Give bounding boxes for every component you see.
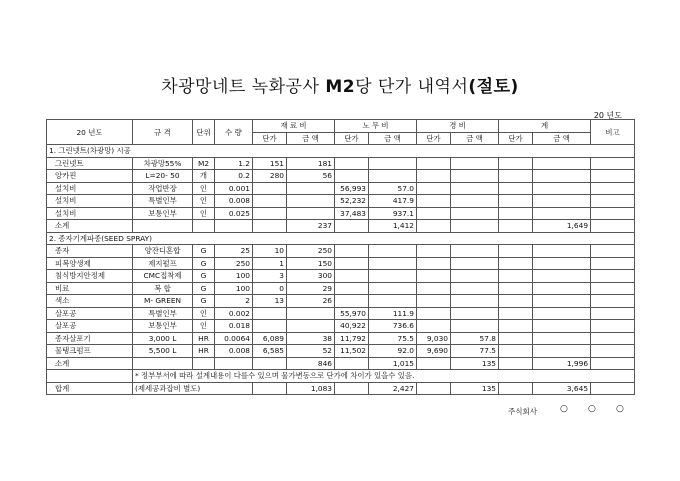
header-amount: 금 액 — [451, 132, 499, 145]
cell-l-amt — [369, 282, 417, 295]
cell-unit: 인 — [193, 307, 215, 320]
cell-l-price — [335, 357, 369, 370]
cell-l-price: 55,970 — [335, 307, 369, 320]
header-unit-price: 단가 — [253, 132, 287, 145]
cell-qty: 0.008 — [215, 195, 253, 208]
cell-name: 소계 — [47, 220, 133, 233]
cell-l-price — [335, 295, 369, 308]
cell-t-price — [499, 357, 533, 370]
cell-spec: 차광망55% — [133, 157, 193, 170]
cell-remark — [591, 282, 635, 295]
year-label: 20 년도 — [593, 111, 622, 120]
cell-l-amt: 417.9 — [369, 195, 417, 208]
header-unit: 단위 — [193, 120, 215, 145]
cell-l-price — [335, 170, 369, 183]
cell-m-price — [253, 357, 287, 370]
cell-name: 물탱크펌프 — [47, 345, 133, 358]
cell-remark — [591, 245, 635, 258]
cell-l-price: 37,483 — [335, 207, 369, 220]
total-spec: (제세공과잡비 별도) — [133, 382, 253, 395]
cell-m-price — [253, 307, 287, 320]
cell-e-price — [417, 220, 451, 233]
cell-e-amt: 57.8 — [451, 332, 499, 345]
cell-m-amt — [287, 320, 335, 333]
cell-t-price — [499, 157, 533, 170]
cell-unit — [193, 220, 215, 233]
cell-e-price — [417, 307, 451, 320]
table-body — [47, 145, 635, 395]
cell-t-price — [499, 270, 533, 283]
cell-e-price — [417, 207, 451, 220]
cell-spec: 복 합 — [133, 282, 193, 295]
cell-remark — [591, 320, 635, 333]
cell-qty: 0.025 — [215, 207, 253, 220]
cell-l-price — [335, 220, 369, 233]
cell-e-price — [417, 245, 451, 258]
cell-remark — [591, 157, 635, 170]
table-row — [47, 157, 635, 170]
cell-spec: L=20- 50 — [133, 170, 193, 183]
cell-unit: HR — [193, 332, 215, 345]
cell-e-amt — [451, 270, 499, 283]
cell-e-amt — [451, 295, 499, 308]
cell-m-amt: 29 — [287, 282, 335, 295]
total-blank — [253, 382, 287, 395]
total-m-amt: 1,083 — [287, 382, 335, 395]
cell-unit: 인 — [193, 320, 215, 333]
cell-e-price — [417, 195, 451, 208]
cell-name: 비료 — [47, 282, 133, 295]
cell-m-price: 0 — [253, 282, 287, 295]
cell-t-amt — [533, 307, 591, 320]
title-bold: M2 — [325, 77, 356, 97]
cell-spec: 3,000 L — [133, 332, 193, 345]
title-text-mid: 당 단가 내역서 — [355, 77, 469, 97]
table-row — [47, 282, 635, 295]
cell-t-price — [499, 282, 533, 295]
cell-qty: 250 — [215, 257, 253, 270]
total-blank — [591, 382, 635, 395]
cell-e-price — [417, 157, 451, 170]
header-row-1 — [47, 120, 635, 133]
cell-name: 살포공 — [47, 320, 133, 333]
cell-qty: 0.018 — [215, 320, 253, 333]
header-amount: 금 액 — [287, 132, 335, 145]
header-spec: 규 격 — [133, 120, 193, 145]
cell-t-price — [499, 295, 533, 308]
cell-l-price: 52,232 — [335, 195, 369, 208]
cell-e-amt — [451, 282, 499, 295]
cell-e-price — [417, 182, 451, 195]
cell-e-amt — [451, 320, 499, 333]
note-blank — [47, 370, 133, 383]
grand-total-row — [47, 382, 635, 395]
cell-e-amt — [451, 245, 499, 258]
total-e-amt: 135 — [451, 382, 499, 395]
cell-qty: 0.0064 — [215, 332, 253, 345]
cell-l-amt — [369, 245, 417, 258]
cell-remark — [591, 307, 635, 320]
cell-t-price — [499, 345, 533, 358]
table-row — [47, 307, 635, 320]
cell-e-amt — [451, 307, 499, 320]
cell-name: 소계 — [47, 357, 133, 370]
cell-qty: 0.008 — [215, 345, 253, 358]
unit-price-table — [46, 119, 635, 395]
cell-m-amt — [287, 182, 335, 195]
cell-l-amt: 92.0 — [369, 345, 417, 358]
section-title: 1. 그린넷트(차광망) 시공 — [47, 145, 635, 158]
table-row — [47, 245, 635, 258]
cell-remark — [591, 295, 635, 308]
cell-m-amt — [287, 307, 335, 320]
header-amount: 금 액 — [369, 132, 417, 145]
cell-t-price — [499, 245, 533, 258]
cell-e-price — [417, 295, 451, 308]
cell-unit: 인 — [193, 195, 215, 208]
table-row — [47, 345, 635, 358]
cell-e-price — [417, 257, 451, 270]
table-row — [47, 257, 635, 270]
cell-e-amt — [451, 257, 499, 270]
header-labor: 노 무 비 — [335, 120, 417, 133]
company-label: 주식회사 — [508, 407, 537, 416]
cell-unit: G — [193, 245, 215, 258]
cell-l-price — [335, 245, 369, 258]
cell-m-price: 6,089 — [253, 332, 287, 345]
cell-spec: 5,500 L — [133, 345, 193, 358]
cell-spec: 보통인부 — [133, 320, 193, 333]
total-blank — [335, 382, 369, 395]
cell-e-price — [417, 320, 451, 333]
cell-m-price: 1 — [253, 257, 287, 270]
cell-qty: 0.002 — [215, 307, 253, 320]
cell-t-price — [499, 207, 533, 220]
cell-remark — [591, 220, 635, 233]
cell-spec: 보통인부 — [133, 207, 193, 220]
cell-unit: M2 — [193, 157, 215, 170]
cell-qty: 100 — [215, 282, 253, 295]
cell-t-price — [499, 320, 533, 333]
section-row — [47, 145, 635, 158]
cell-name: 살포공 — [47, 307, 133, 320]
header-unit-price: 단가 — [499, 132, 533, 145]
cell-name: 설치비 — [47, 182, 133, 195]
cell-name: 종자살포기 — [47, 332, 133, 345]
title-text: 차광망네트 녹화공사 — [161, 77, 326, 97]
cell-t-amt — [533, 157, 591, 170]
cell-l-price: 11,792 — [335, 332, 369, 345]
cell-name: 설치비 — [47, 207, 133, 220]
cell-l-price — [335, 282, 369, 295]
cell-t-amt: 1,649 — [533, 220, 591, 233]
table-row — [47, 207, 635, 220]
section-title: 2. 종자기계파종(SEED SPRAY) — [47, 232, 635, 245]
cell-qty: 25 — [215, 245, 253, 258]
cell-spec: 특별인부 — [133, 307, 193, 320]
cell-qty: 1.2 — [215, 157, 253, 170]
cell-e-price — [417, 270, 451, 283]
cell-t-amt — [533, 320, 591, 333]
cell-m-price: 151 — [253, 157, 287, 170]
cell-m-price — [253, 207, 287, 220]
table-row — [47, 357, 635, 370]
cell-l-amt — [369, 295, 417, 308]
seal-circle: ○ — [616, 404, 624, 414]
cell-e-amt — [451, 170, 499, 183]
cell-l-amt — [369, 270, 417, 283]
cell-name: 그린넷트 — [47, 157, 133, 170]
cell-m-amt: 250 — [287, 245, 335, 258]
total-blank — [417, 382, 451, 395]
total-name: 합계 — [47, 382, 133, 395]
cell-m-amt: 181 — [287, 157, 335, 170]
cell-qty — [215, 220, 253, 233]
cell-e-price — [417, 357, 451, 370]
cell-qty: 0.001 — [215, 182, 253, 195]
cell-l-amt: 736.6 — [369, 320, 417, 333]
cell-m-amt: 846 — [287, 357, 335, 370]
cell-l-amt — [369, 170, 417, 183]
cell-t-price — [499, 195, 533, 208]
title-paren: (절토) — [468, 77, 519, 97]
cell-m-price: 6,585 — [253, 345, 287, 358]
table-row — [47, 220, 635, 233]
cell-l-amt — [369, 257, 417, 270]
cell-t-amt — [533, 182, 591, 195]
cell-spec: M- GREEN — [133, 295, 193, 308]
cell-e-amt — [451, 182, 499, 195]
cell-remark — [591, 182, 635, 195]
cell-t-price — [499, 307, 533, 320]
cell-t-amt — [533, 295, 591, 308]
cell-spec: 특별인부 — [133, 195, 193, 208]
seal-circle: ○ — [588, 404, 596, 414]
cell-m-amt: 38 — [287, 332, 335, 345]
cell-unit: HR — [193, 345, 215, 358]
cell-spec: 제지펄프 — [133, 257, 193, 270]
cell-t-amt — [533, 345, 591, 358]
cell-m-amt — [287, 195, 335, 208]
cell-name: 피복양생제 — [47, 257, 133, 270]
cell-name: 앙카핀 — [47, 170, 133, 183]
cell-remark — [591, 332, 635, 345]
cell-e-price — [417, 170, 451, 183]
cell-remark — [591, 170, 635, 183]
cell-spec — [133, 357, 193, 370]
cell-spec — [133, 220, 193, 233]
cell-l-amt: 111.9 — [369, 307, 417, 320]
cell-l-price — [335, 257, 369, 270]
header-unit-price: 단가 — [417, 132, 451, 145]
cell-l-amt: 1,412 — [369, 220, 417, 233]
total-blank — [499, 382, 533, 395]
table-row — [47, 320, 635, 333]
cell-spec: 작업반장 — [133, 182, 193, 195]
cell-t-price — [499, 170, 533, 183]
cell-e-price: 9,690 — [417, 345, 451, 358]
header-material: 재 료 비 — [253, 120, 335, 133]
cell-t-amt — [533, 257, 591, 270]
cell-e-amt: 135 — [451, 357, 499, 370]
table-row — [47, 170, 635, 183]
cell-t-amt: 1,996 — [533, 357, 591, 370]
cell-e-price — [417, 282, 451, 295]
cell-m-amt: 150 — [287, 257, 335, 270]
cell-t-price — [499, 220, 533, 233]
cell-m-amt — [287, 207, 335, 220]
cell-unit: 인 — [193, 182, 215, 195]
cell-e-amt — [451, 207, 499, 220]
cell-unit: G — [193, 282, 215, 295]
cell-m-amt: 26 — [287, 295, 335, 308]
cell-remark — [591, 345, 635, 358]
cell-m-price: 280 — [253, 170, 287, 183]
cell-qty: 0.2 — [215, 170, 253, 183]
cell-l-amt — [369, 157, 417, 170]
cell-t-amt — [533, 195, 591, 208]
cell-e-amt — [451, 195, 499, 208]
cell-t-amt — [533, 282, 591, 295]
header-expense: 경 비 — [417, 120, 499, 133]
cell-e-price: 9,030 — [417, 332, 451, 345]
cell-l-amt: 1,015 — [369, 357, 417, 370]
cell-remark — [591, 270, 635, 283]
cell-name: 설치비 — [47, 195, 133, 208]
cell-unit: 개 — [193, 170, 215, 183]
cell-t-amt — [533, 207, 591, 220]
cell-remark — [591, 195, 635, 208]
header-unit-price: 단가 — [335, 132, 369, 145]
table-row — [47, 295, 635, 308]
cell-remark — [591, 357, 635, 370]
header-total: 계 — [499, 120, 591, 133]
total-l-amt: 2,427 — [369, 382, 417, 395]
cell-e-amt: 77.5 — [451, 345, 499, 358]
cell-m-amt: 56 — [287, 170, 335, 183]
cell-spec: 양잔디혼합 — [133, 245, 193, 258]
cell-m-price — [253, 220, 287, 233]
table-row — [47, 195, 635, 208]
cell-m-amt: 237 — [287, 220, 335, 233]
cell-m-price: 10 — [253, 245, 287, 258]
cell-l-amt: 57.0 — [369, 182, 417, 195]
table-row — [47, 182, 635, 195]
cell-m-price — [253, 182, 287, 195]
cell-name: 색소 — [47, 295, 133, 308]
header-year: 20 년도 — [47, 120, 133, 145]
cell-l-price — [335, 157, 369, 170]
cell-unit: G — [193, 295, 215, 308]
note-row — [47, 370, 635, 383]
cell-m-price: 13 — [253, 295, 287, 308]
cell-t-amt — [533, 170, 591, 183]
cell-qty — [215, 357, 253, 370]
cell-t-price — [499, 332, 533, 345]
cell-remark — [591, 257, 635, 270]
cell-l-price: 56,993 — [335, 182, 369, 195]
document-title — [0, 72, 680, 97]
cell-name: 종자 — [47, 245, 133, 258]
section-row — [47, 232, 635, 245]
header-qty: 수 량 — [215, 120, 253, 145]
cell-m-amt: 300 — [287, 270, 335, 283]
cell-qty: 2 — [215, 295, 253, 308]
cell-e-amt — [451, 220, 499, 233]
cell-e-amt — [451, 157, 499, 170]
cell-l-price: 11,502 — [335, 345, 369, 358]
header-amount: 금 액 — [533, 132, 591, 145]
cell-t-amt — [533, 270, 591, 283]
cell-t-amt — [533, 245, 591, 258]
total-t-amt: 3,645 — [533, 382, 591, 395]
cell-unit: G — [193, 257, 215, 270]
cell-t-price — [499, 257, 533, 270]
cell-m-price — [253, 320, 287, 333]
cell-m-price: 3 — [253, 270, 287, 283]
table-row — [47, 332, 635, 345]
cell-unit — [193, 357, 215, 370]
note-text: * 정부부서에 따라 설계내용이 다를수 있으며 물가변동으로 단가에 차이가 있을수 있음. — [133, 370, 635, 383]
table-row — [47, 270, 635, 283]
cell-l-price — [335, 270, 369, 283]
cell-t-amt — [533, 332, 591, 345]
cell-spec: CMC접착제 — [133, 270, 193, 283]
cell-t-price — [499, 182, 533, 195]
header-remark: 비고 — [591, 120, 635, 145]
cell-qty: 100 — [215, 270, 253, 283]
cell-unit: 인 — [193, 207, 215, 220]
cell-l-amt: 75.5 — [369, 332, 417, 345]
cell-remark — [591, 207, 635, 220]
cell-name: 침식방지안정제 — [47, 270, 133, 283]
cell-l-amt: 937.1 — [369, 207, 417, 220]
cell-m-price — [253, 195, 287, 208]
cell-l-price: 40,922 — [335, 320, 369, 333]
cell-unit: G — [193, 270, 215, 283]
seal-circle: ○ — [560, 404, 568, 414]
cell-m-amt: 52 — [287, 345, 335, 358]
